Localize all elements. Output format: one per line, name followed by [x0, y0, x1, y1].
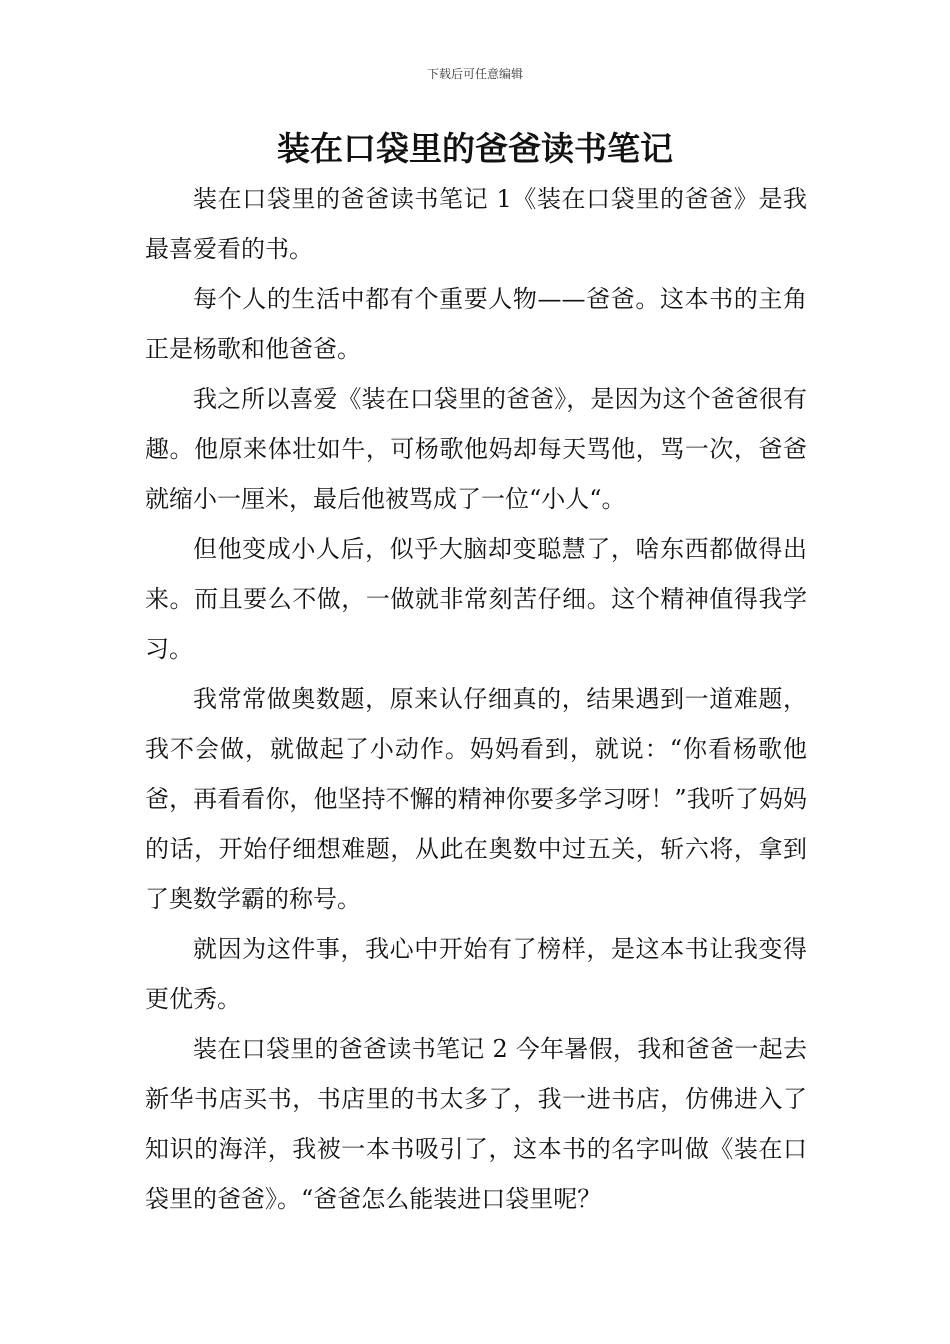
header-note: 下载后可任意编辑 [426, 67, 523, 81]
paragraph: 我常常做奥数题，原来认仔细真的，结果遇到一道难题，我不会做，就做起了小动作。妈妈看到，就说：“你看杨歌他爸，再看看你，他坚持不懈的精神你要多学习呀！”我听了妈妈的话，开始仔细想难题，从此在奥数中过五关，斩六将，拿到了奥数学霸的称号。 [145, 685, 807, 913]
paragraph: 每个人的生活中都有个重要人物——爸爸。这本书的主角正是杨歌和他爸爸。 [145, 285, 807, 363]
document-body [145, 174, 807, 1224]
paragraph: 就因为这件事，我心中开始有了榜样，是这本书让我变得更优秀。 [145, 935, 807, 1013]
paragraph: 但他变成小人后，似乎大脑却变聪慧了，啥东西都做得出来。而且要么不做，一做就非常刻苦仔细。这个精神值得我学习。 [145, 535, 807, 663]
document-title: 装在口袋里的爸爸读书笔记 [277, 129, 673, 168]
paragraph: 装在口袋里的爸爸读书笔记 1《装在口袋里的爸爸》是我最喜爱看的书。 [145, 185, 807, 263]
paragraph: 装在口袋里的爸爸读书笔记 2 今年暑假，我和爸爸一起去新华书店买书，书店里的书太多了，我一进书店，仿佛进入了知识的海洋，我被一本书吸引了，这本书的名字叫做《装在口袋里的爸爸》。“爸爸怎么能装进口袋里呢？ [145, 1035, 807, 1213]
paragraph: 我之所以喜爱《装在口袋里的爸爸》，是因为这个爸爸很有趣。他原来体壮如牛，可杨歌他妈却每天骂他，骂一次，爸爸就缩小一厘米，最后他被骂成了一位“小人“。 [145, 385, 807, 513]
